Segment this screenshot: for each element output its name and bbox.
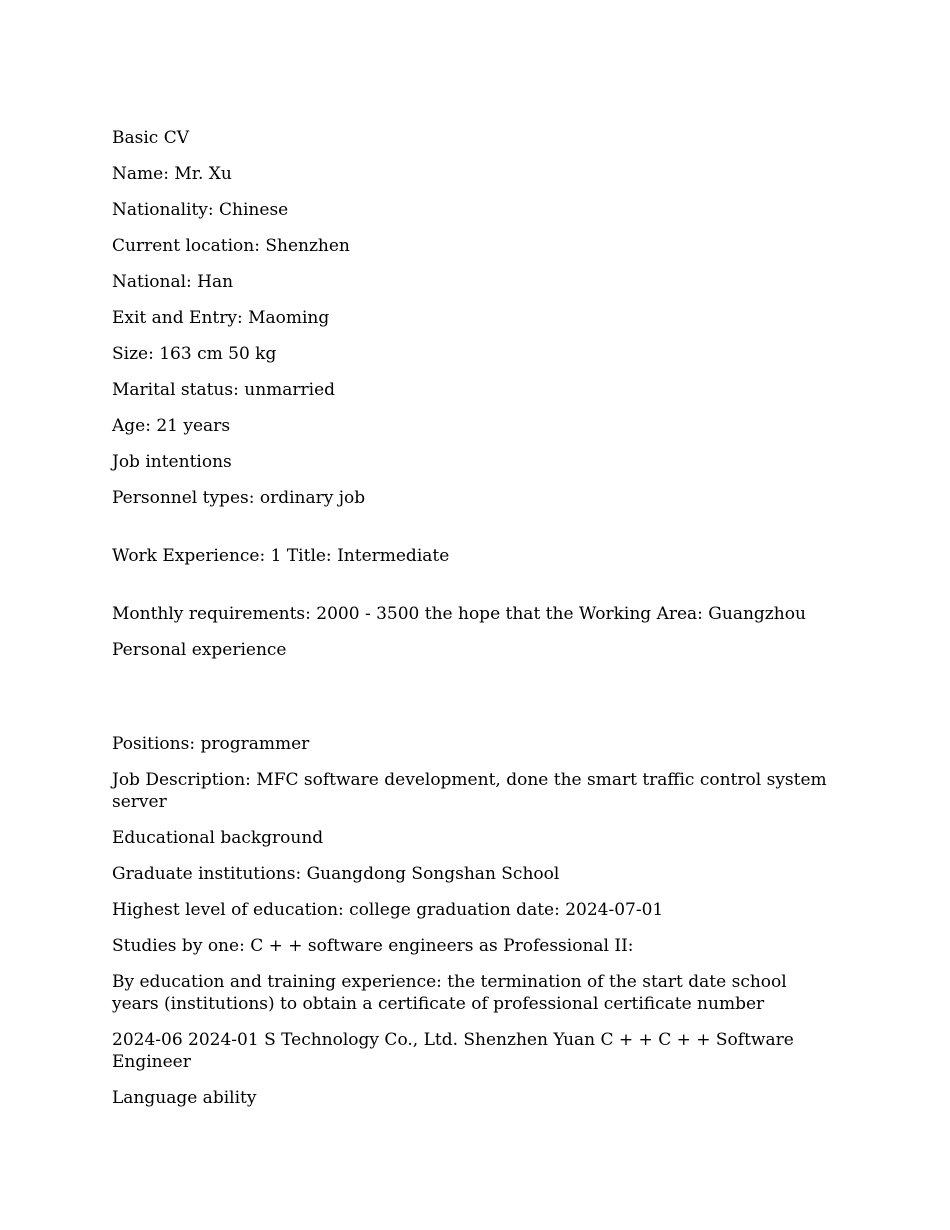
job-description-line: Job Description: MFC software development, done the smart traffic control system server — [112, 770, 827, 812]
document-page — [112, 127, 832, 1123]
monthly-requirements-line: Monthly requirements: 2000 - 3500 the hope that the Working Area: Guangzhou — [112, 604, 806, 624]
positions-line: Positions: programmer — [112, 734, 310, 754]
educational-background-heading: Educational background — [112, 828, 324, 848]
job-intentions-heading: Job intentions — [112, 452, 232, 472]
nationality-line: Nationality: Chinese — [112, 200, 289, 220]
blank-line — [112, 581, 832, 603]
graduate-institutions-line: Graduate institutions: Guangdong Songshan School — [112, 864, 560, 884]
exit-entry-line: Exit and Entry: Maoming — [112, 308, 330, 328]
document-title: Basic CV — [112, 128, 189, 148]
training-entry-line: 2024-06 2024-01 S Technology Co., Ltd. Shenzhen Yuan C + + C + + Software Engineer — [112, 1030, 794, 1072]
marital-status-line: Marital status: unmarried — [112, 380, 336, 400]
name-line: Name: Mr. Xu — [112, 164, 232, 184]
current-location-line: Current location: Shenzhen — [112, 236, 350, 256]
size-line: Size: 163 cm 50 kg — [112, 344, 277, 364]
age-line: Age: 21 years — [112, 416, 231, 436]
national-line: National: Han — [112, 272, 234, 292]
language-ability-heading: Language ability — [112, 1088, 257, 1108]
work-experience-line: Work Experience: 1 Title: Intermediate — [112, 546, 450, 566]
highest-education-line: Highest level of education: college graduation date: 2024-07-01 — [112, 900, 664, 920]
personnel-types-line: Personnel types: ordinary job — [112, 488, 366, 508]
blank-lines — [112, 675, 832, 733]
training-experience-line: By education and training experience: the termination of the start date school years (institutions) to obtain a certificate of professional certificate number — [112, 972, 787, 1014]
studies-line: Studies by one: C + + software engineers as Professional II: — [112, 936, 634, 956]
personal-experience-heading: Personal experience — [112, 640, 287, 660]
blank-line — [112, 523, 832, 545]
